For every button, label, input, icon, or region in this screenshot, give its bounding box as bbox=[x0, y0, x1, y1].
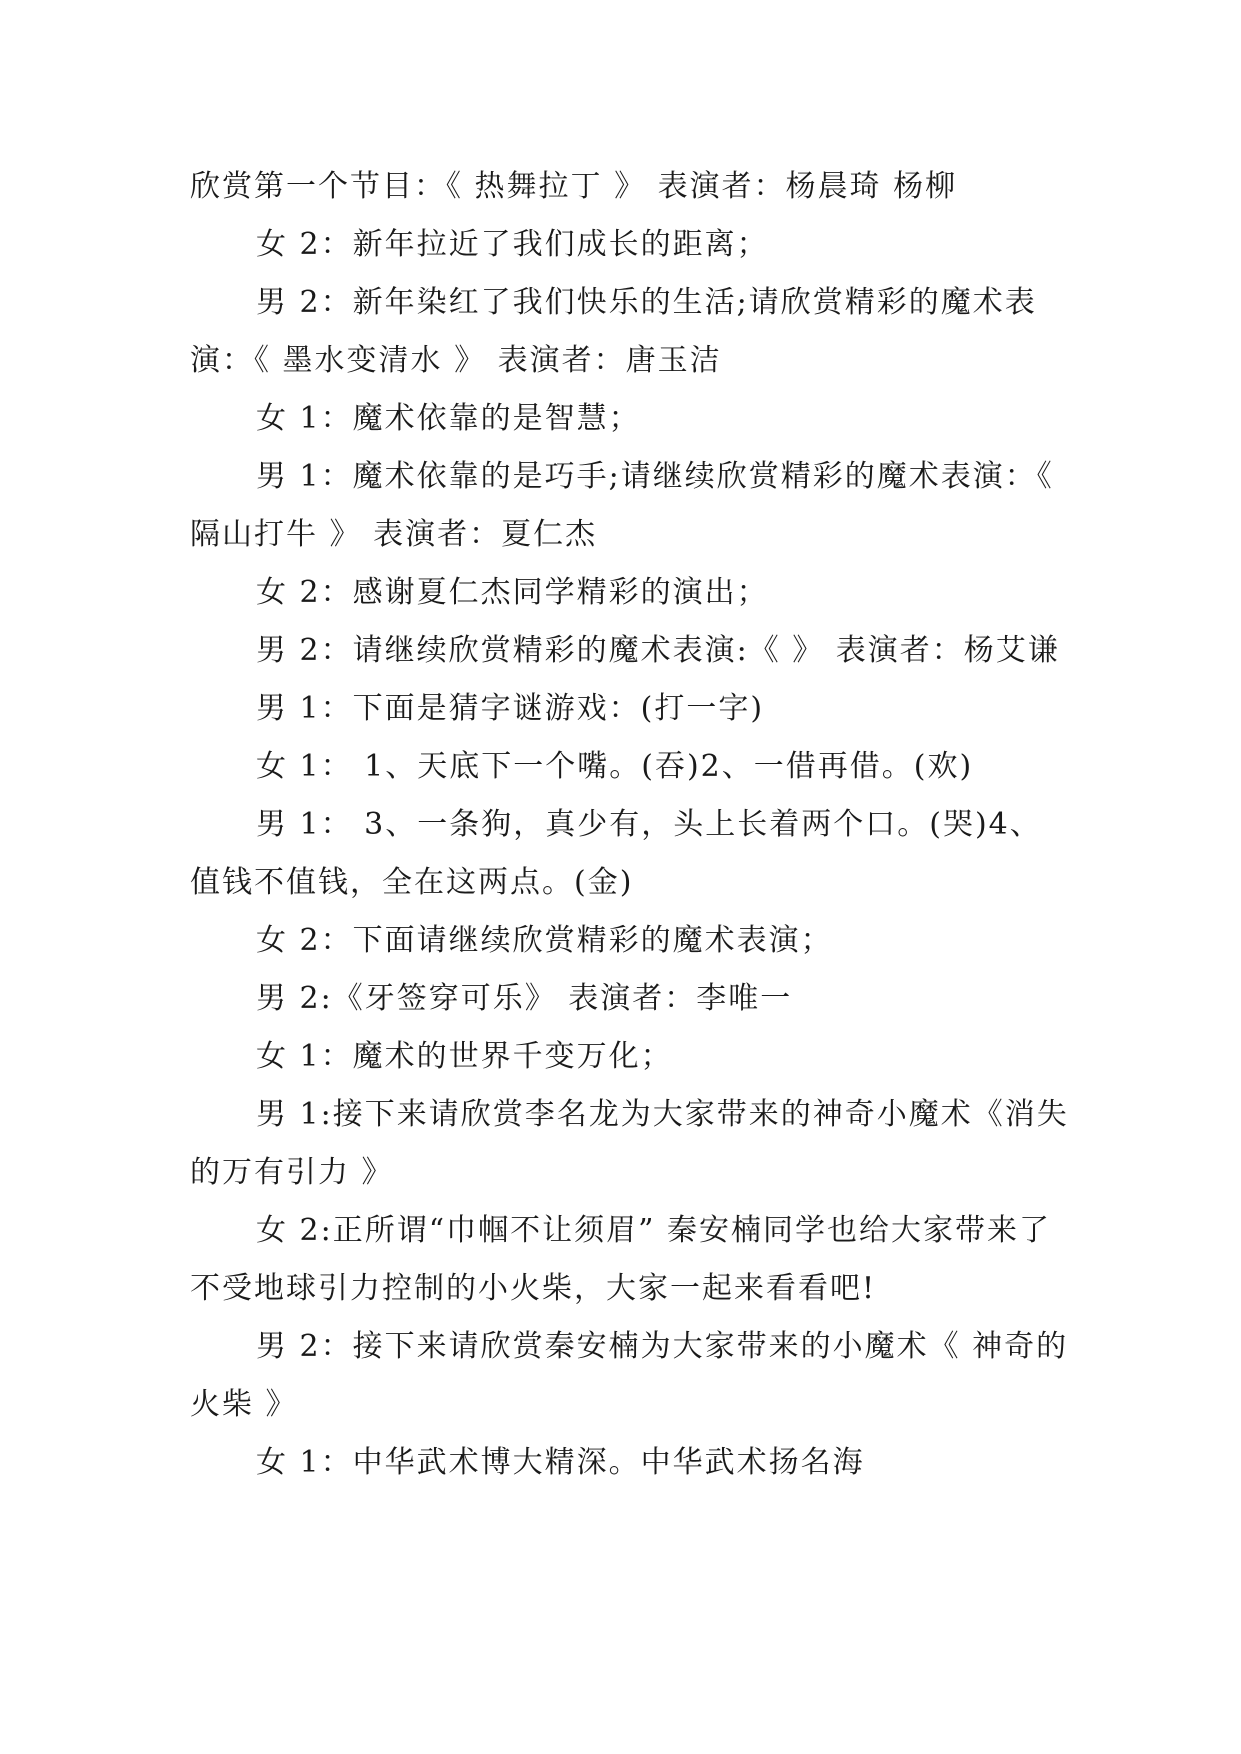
paragraph: 女 2:正所谓“巾帼不让须眉” 秦安楠同学也给大家带来了不受地球引力控制的小火柴，大家一起来看看吧! bbox=[190, 1213, 1051, 1306]
paragraph: 男 2：新年染红了我们快乐的生活;请欣赏精彩的魔术表演：《 墨水变清水 》 表演者：唐玉洁 bbox=[190, 285, 1037, 378]
paragraph: 女 1：魔术的世界千变万化； bbox=[256, 1039, 673, 1074]
paragraph: 女 1： 1、天底下一个嘴。(吞)2、一借再借。(欢) bbox=[256, 749, 974, 784]
paragraph: 女 2：感谢夏仁杰同学精彩的演出； bbox=[256, 575, 769, 610]
paragraph: 男 1：魔术依靠的是巧手;请继续欣赏精彩的魔术表演：《 隔山打牛 》 表演者：夏仁杰 bbox=[190, 459, 1054, 552]
paragraph: 男 1： 3、一条狗，真少有，头上长着两个口。(哭)4、值钱不值钱，全在这两点。(金) bbox=[190, 807, 1042, 900]
document-body bbox=[190, 158, 1070, 1492]
paragraph: 女 1：魔术依靠的是智慧； bbox=[256, 401, 641, 436]
paragraph: 女 1：中华武术博大精深。中华武术扬名海 bbox=[256, 1445, 865, 1480]
paragraph: 男 1：下面是猜字谜游戏：(打一字) bbox=[256, 691, 765, 726]
paragraph: 男 1:接下来请欣赏李名龙为大家带来的神奇小魔术《消失的万有引力 》 bbox=[190, 1097, 1069, 1190]
paragraph: 男 2：请继续欣赏精彩的魔术表演:《 》 表演者：杨艾谦 bbox=[256, 633, 1060, 668]
paragraph: 女 2：新年拉近了我们成长的距离； bbox=[256, 227, 769, 262]
paragraph: 女 2：下面请继续欣赏精彩的魔术表演； bbox=[256, 923, 833, 958]
paragraph: 男 2：接下来请欣赏秦安楠为大家带来的小魔术《 神奇的火柴 》 bbox=[190, 1329, 1069, 1422]
paragraph: 欣赏第一个节目：《 热舞拉丁 》 表演者：杨晨琦 杨柳 bbox=[190, 169, 958, 204]
paragraph: 男 2:《牙签穿可乐》 表演者：李唯一 bbox=[256, 981, 793, 1016]
